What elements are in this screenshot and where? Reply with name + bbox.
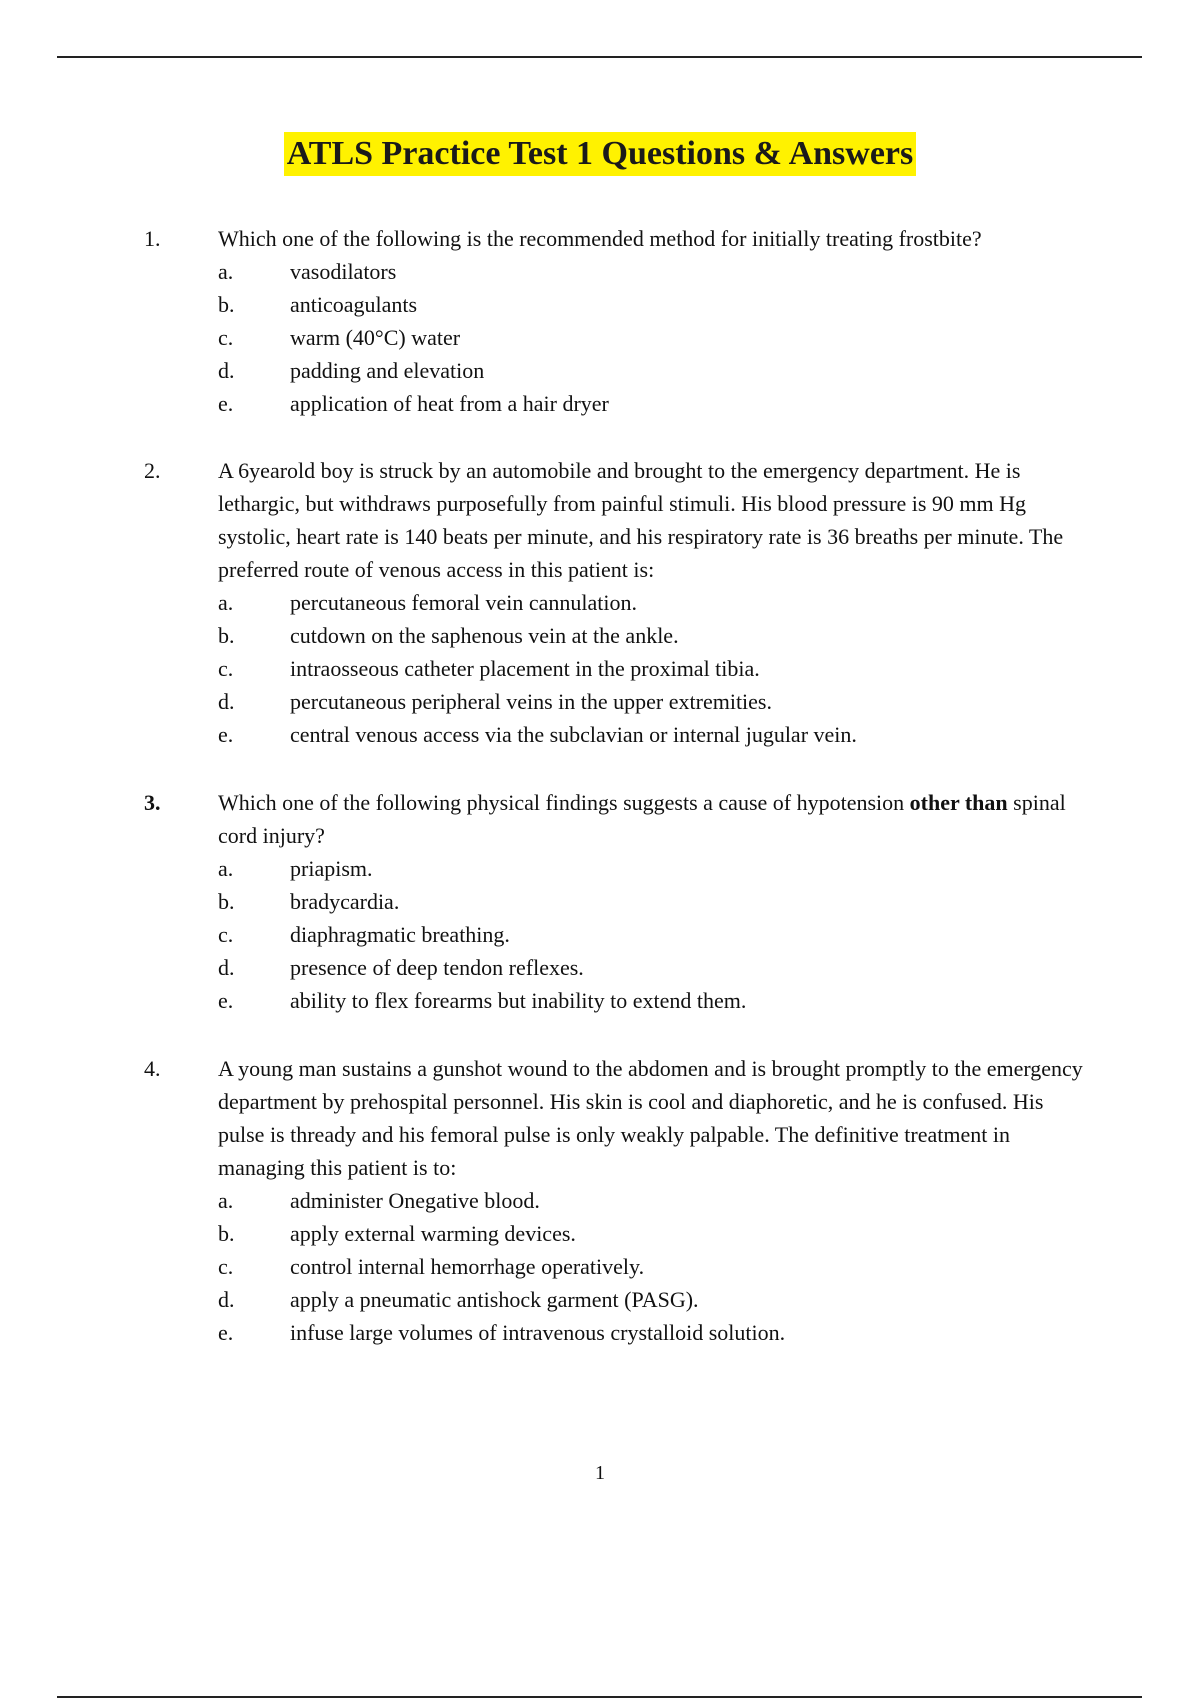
question-number: 2. <box>144 458 161 483</box>
answer-option <box>0 652 1200 685</box>
option-text: anticoagulants <box>290 292 418 317</box>
answer-option <box>0 718 1200 751</box>
answer-option <box>0 685 1200 718</box>
option-text: diaphragmatic breathing. <box>290 922 510 947</box>
question-2 <box>0 454 1200 751</box>
question-number: 1. <box>144 226 161 251</box>
option-text: central venous access via the subclavian or internal jugular vein. <box>290 722 857 747</box>
option-text: ability to flex forearms but inability to extend them. <box>290 988 747 1013</box>
option-text: infuse large volumes of intravenous crystalloid solution. <box>290 1320 786 1345</box>
option-letter: a. <box>218 856 234 881</box>
option-text: apply a pneumatic antishock garment (PASG). <box>290 1287 699 1312</box>
question-stem <box>0 786 1200 852</box>
option-text: warm (40°C) water <box>290 325 461 350</box>
question-number: 4. <box>144 1056 161 1081</box>
question-text: Which one of the following is the recommended method for initially treating frostbite? <box>218 226 982 251</box>
question-text: A 6yearold boy is struck by an automobile and brought to the emergency department. He is lethargic, but withdraws purposefully from painful stimuli. His blood pressure is 90 mm Hg systolic, heart rate is 140 beats per minute, and his respiratory rate is 36 breaths per minute. The preferred route of venous access in this patient is: <box>218 458 1064 582</box>
option-text: percutaneous peripheral veins in the upper extremities. <box>290 689 772 714</box>
option-letter: a. <box>218 590 234 615</box>
answer-option <box>0 387 1200 420</box>
question-number: 3. <box>144 790 161 815</box>
answer-option <box>0 288 1200 321</box>
question-4 <box>0 1052 1200 1349</box>
option-text: bradycardia. <box>290 889 400 914</box>
option-letter: b. <box>218 1221 235 1246</box>
question-3 <box>0 786 1200 1017</box>
answer-option <box>0 951 1200 984</box>
option-text: padding and elevation <box>290 358 485 383</box>
option-letter: d. <box>218 955 235 980</box>
question-stem <box>0 222 1200 255</box>
option-letter: a. <box>218 259 234 284</box>
answer-option <box>0 619 1200 652</box>
answer-option <box>0 354 1200 387</box>
answer-option <box>0 321 1200 354</box>
option-letter: c. <box>218 325 234 350</box>
answer-option <box>0 918 1200 951</box>
option-text: application of heat from a hair dryer <box>290 391 609 416</box>
answer-option <box>0 1217 1200 1250</box>
option-letter: e. <box>218 391 234 416</box>
bottom-divider <box>57 1696 1142 1698</box>
option-letter: d. <box>218 1287 235 1312</box>
top-divider <box>57 56 1142 58</box>
option-text: administer Onegative blood. <box>290 1188 540 1213</box>
option-letter: b. <box>218 623 235 648</box>
option-letter: b. <box>218 889 235 914</box>
option-text: cutdown on the saphenous vein at the ankle. <box>290 623 679 648</box>
option-letter: e. <box>218 722 234 747</box>
option-letter: e. <box>218 1320 234 1345</box>
option-letter: c. <box>218 1254 234 1279</box>
question-text-part: spinal cord injury? <box>218 790 1066 848</box>
option-letter: c. <box>218 922 234 947</box>
option-text: presence of deep tendon reflexes. <box>290 955 584 980</box>
answer-option <box>0 1283 1200 1316</box>
answer-option <box>0 852 1200 885</box>
option-text: vasodilators <box>290 259 397 284</box>
option-text: percutaneous femoral vein cannulation. <box>290 590 637 615</box>
option-letter: a. <box>218 1188 234 1213</box>
question-stem <box>0 1052 1200 1184</box>
option-letter: d. <box>218 689 235 714</box>
emphasis-text: other than <box>909 790 1008 815</box>
option-text: apply external warming devices. <box>290 1221 576 1246</box>
option-text: control internal hemorrhage operatively. <box>290 1254 645 1279</box>
option-letter: e. <box>218 988 234 1013</box>
answer-option <box>0 1316 1200 1349</box>
answer-option <box>0 1184 1200 1217</box>
answer-option <box>0 1250 1200 1283</box>
option-letter: b. <box>218 292 235 317</box>
question-text: A young man sustains a gunshot wound to the abdomen and is brought promptly to the emergency department by prehospital personnel. His skin is cool and diaphoretic, and he is confused. His pulse is thready and his femoral pulse is only weakly palpable. The definitive treatment in managing this patient is to: <box>218 1056 1083 1180</box>
answer-option <box>0 885 1200 918</box>
answer-option <box>0 984 1200 1017</box>
option-letter: d. <box>218 358 235 383</box>
question-text <box>218 786 1088 852</box>
option-text: intraosseous catheter placement in the proximal tibia. <box>290 656 760 681</box>
title-container <box>0 132 1200 176</box>
answer-option <box>0 586 1200 619</box>
question-text-part: Which one of the following physical findings suggests a cause of hypotension <box>218 790 910 815</box>
page-title: ATLS Practice Test 1 Questions & Answers <box>284 132 916 176</box>
page-number: 1 <box>595 1462 605 1484</box>
question-stem <box>0 454 1200 586</box>
option-letter: c. <box>218 656 234 681</box>
option-text: priapism. <box>290 856 373 881</box>
answer-option <box>0 255 1200 288</box>
question-1 <box>0 222 1200 420</box>
